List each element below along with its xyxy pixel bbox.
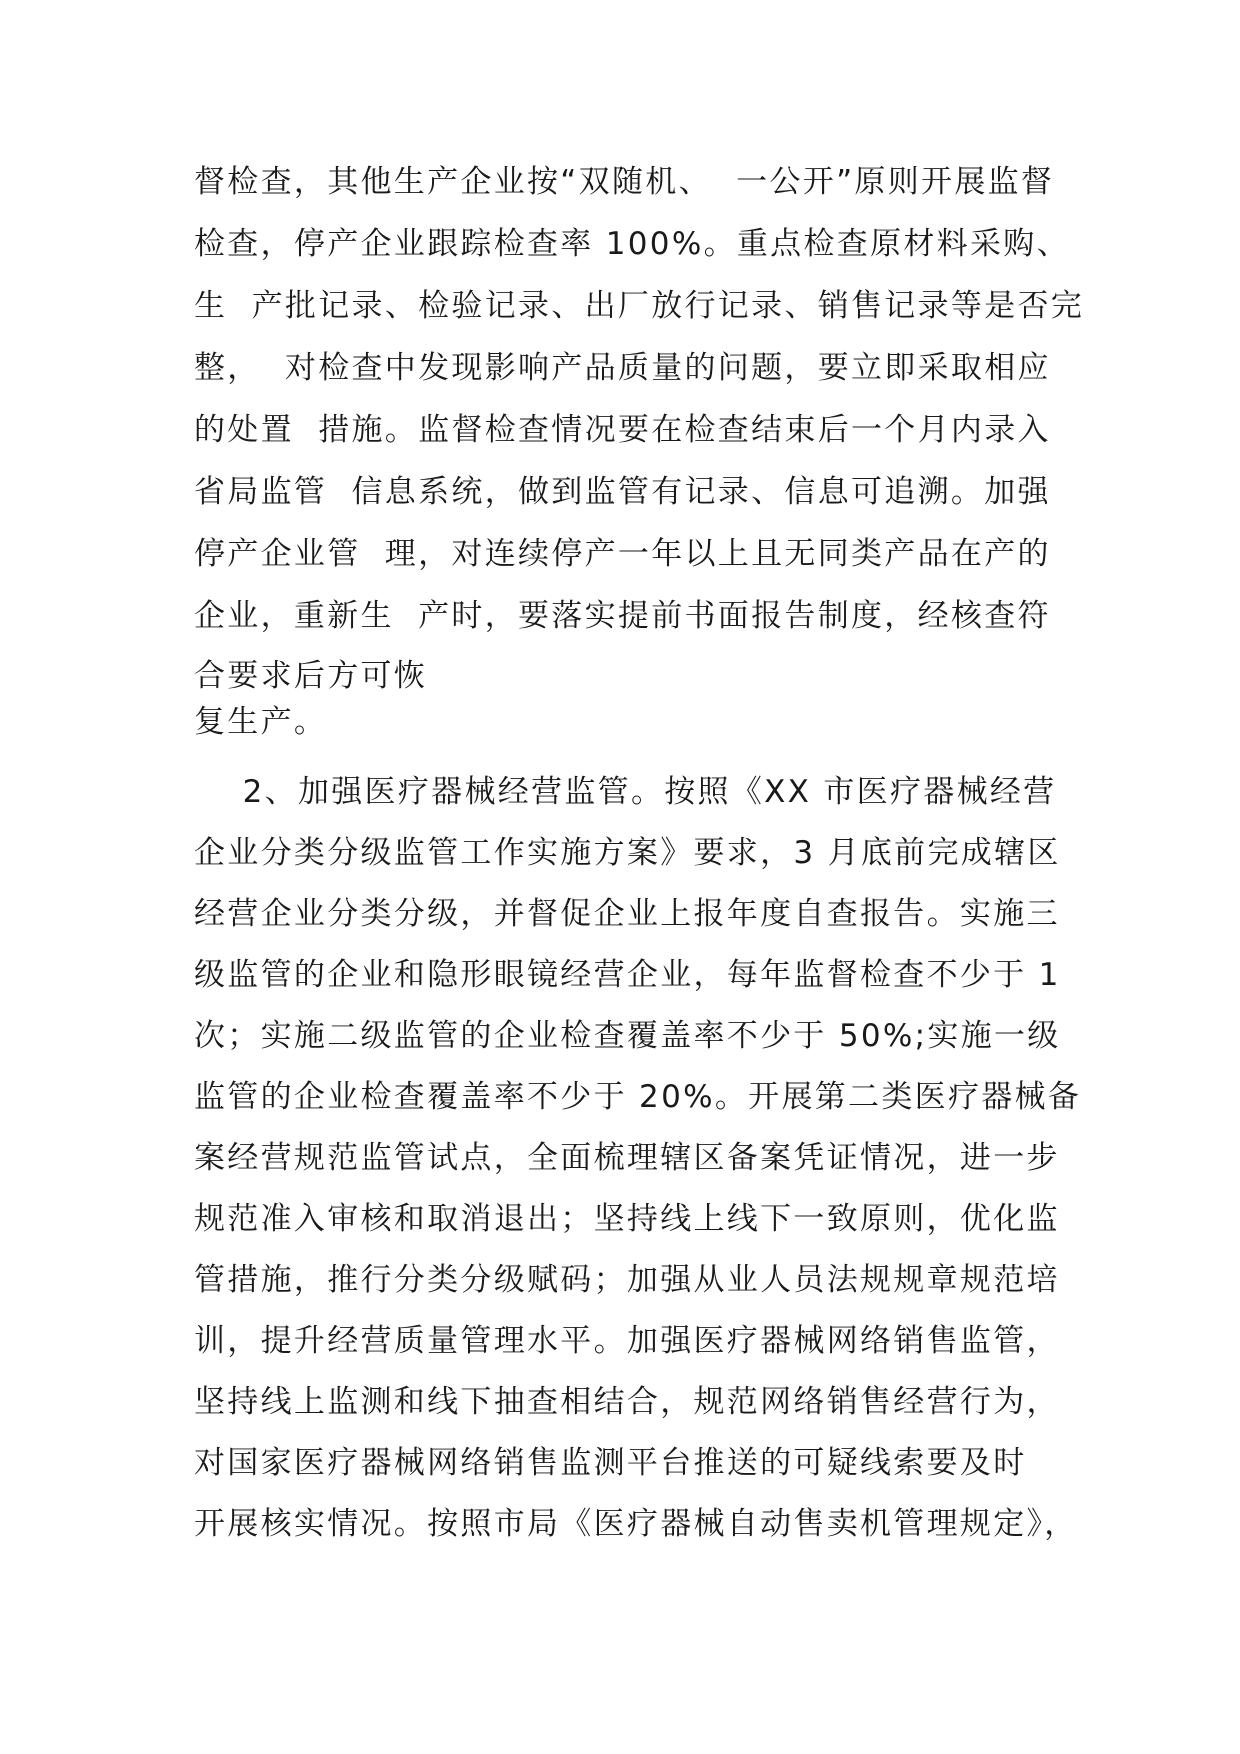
paragraph-2-line-2: 企业分类分级监管工作实施方案》要求，3 月底前完成辖区	[194, 835, 1061, 871]
paragraph-1-line-3: 生 产批记录、检验记录、出厂放行记录、销售记录等是否完	[194, 288, 1085, 324]
paragraph-2-line-8: 规范准入审核和取消退出；坚持线上线下一致原则，优化监	[194, 1201, 1060, 1237]
paragraph-2-line-12: 对国家医疗器械网络销售监测平台推送的可疑线索要及时	[194, 1445, 1027, 1481]
paragraph-2-line-9: 管措施，推行分类分级赋码；加强从业人员法规规章规范培	[194, 1262, 1060, 1298]
paragraph-1-line-8: 企业，重新生 产时，要落实提前书面报告制度，经核查符	[194, 598, 1051, 634]
paragraph-2-line-10: 训，提升经营质量管理水平。加强医疗器械网络销售监管，	[194, 1323, 1060, 1359]
paragraph-2-line-5: 次；实施二级监管的企业检查覆盖率不少于 50%;实施一级	[194, 1018, 1061, 1054]
paragraph-2-line-7: 案经营规范监管试点，全面梳理辖区备案凭证情况，进一步	[194, 1140, 1060, 1176]
paragraph-1-line-5: 的处置 措施。监督检查情况要在检查结束后一个月内录入	[194, 412, 1051, 448]
paragraph-1-line-2: 检查，停产企业跟踪检查率 100%。重点检查原材料采购、	[194, 226, 1070, 262]
paragraph-2-line-13: 开展核实情况。按照市局《医疗器械自动售卖机管理规定》，	[194, 1506, 1078, 1542]
paragraph-1-line-1: 督检查，其他生产企业按“双随机、 一公开”原则开展监督	[194, 164, 1055, 200]
paragraph-1-line-9: 合要求后方可恢	[194, 658, 428, 694]
paragraph-1-line-7: 停产企业管 理，对连续停产一年以上且无同类产品在产的	[194, 536, 1051, 572]
paragraph-2-line-6: 监管的企业检查覆盖率不少于 20%。开展第二类医疗器械备	[194, 1079, 1082, 1115]
paragraph-2-line-3: 经营企业分类分级，并督促企业上报年度自查报告。实施三	[194, 896, 1060, 932]
paragraph-1-line-6: 省局监管 信息系统，做到监管有记录、信息可追溯。加强	[194, 474, 1051, 510]
paragraph-2-line-1: 2、加强医疗器械经营监管。按照《XX 市医疗器械经营	[194, 774, 1057, 810]
paragraph-1-line-10: 复生产。	[194, 704, 328, 740]
paragraph-2-line-11: 坚持线上监测和线下抽查相结合，规范网络销售经营行为，	[194, 1384, 1060, 1420]
paragraph-2-line-4: 级监管的企业和隐形眼镜经营企业，每年监督检查不少于 1	[194, 957, 1061, 993]
paragraph-1-line-4: 整， 对检查中发现影响产品质量的问题，要立即采取相应	[194, 350, 1051, 386]
